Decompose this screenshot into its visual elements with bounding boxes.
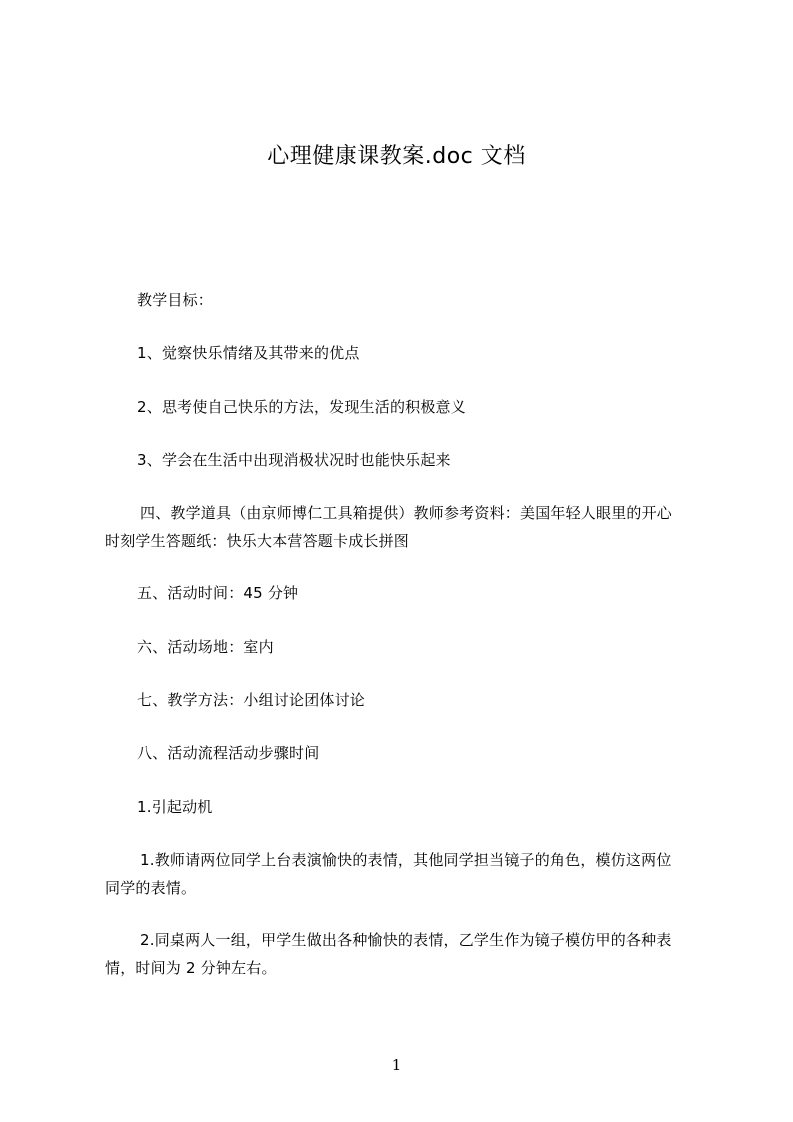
paragraph-teaching-method — [105, 686, 705, 714]
document-title: 心理健康课教案.doc 文档 — [267, 144, 526, 169]
paragraph-step-2 — [105, 926, 705, 982]
paragraph-motivation — [105, 793, 705, 821]
paragraph-line: 六、活动场地：室内 — [137, 638, 274, 656]
paragraph-teaching-goals — [105, 286, 705, 314]
paragraph-line: 七、教学方法：小组讨论团体讨论 — [137, 691, 366, 709]
paragraph-line: 八、活动流程活动步骤时间 — [137, 744, 320, 762]
paragraph-line: 五、活动时间：45 分钟 — [137, 584, 299, 602]
paragraph-line: 1.引起动机 — [137, 798, 213, 816]
paragraph-goal-3 — [105, 446, 705, 474]
paragraph-line: 2、思考使自己快乐的方法，发现生活的积极意义 — [137, 398, 466, 416]
paragraph-activity-flow — [105, 739, 705, 767]
paragraph-teaching-props — [105, 499, 705, 555]
paragraph-line: 时刻学生答题纸：快乐大本营答题卡成长拼图 — [105, 532, 410, 550]
paragraph-line: 同学的表情。 — [105, 879, 197, 897]
paragraph-line: 教学目标： — [137, 291, 214, 309]
paragraph-step-1 — [105, 846, 705, 902]
page-number: 1 — [391, 1056, 402, 1074]
paragraph-goal-1 — [105, 339, 705, 367]
paragraph-line: 四、教学道具（由京师博仁工具箱提供）教师参考资料：美国年轻人眼里的开心 — [140, 504, 673, 522]
paragraph-line: 1.教师请两位同学上台表演愉快的表情，其他同学担当镜子的角色，模仿这两位 — [140, 851, 672, 869]
paragraph-line: 情，时间为 2 分钟左右。 — [105, 959, 277, 977]
paragraph-line: 2.同桌两人一组，甲学生做出各种愉快的表情，乙学生作为镜子模仿甲的各种表 — [140, 931, 672, 949]
paragraph-line: 3、学会在生活中出现消极状况时也能快乐起来 — [137, 451, 451, 469]
paragraph-line: 1、觉察快乐情绪及其带来的优点 — [137, 344, 360, 362]
paragraph-goal-2 — [105, 393, 705, 421]
paragraph-activity-venue — [105, 633, 705, 661]
paragraph-activity-time — [105, 579, 705, 607]
